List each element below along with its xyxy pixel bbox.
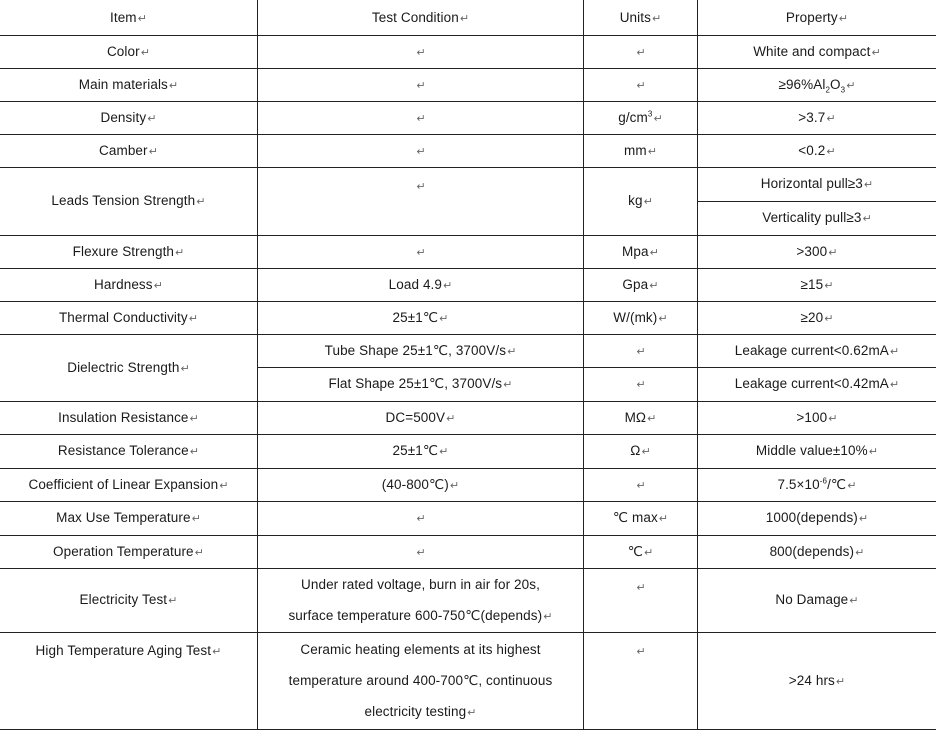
row-hardness-property: ≥15↵	[800, 276, 834, 292]
row-camber-units: mm↵	[623, 142, 658, 158]
row-flexure-property: >300↵	[796, 243, 838, 259]
grid-line	[0, 729, 936, 730]
row-dielectric-units-flat: ↵	[636, 379, 646, 391]
row-op-temp-condition: ↵	[416, 546, 426, 559]
row-leads-property-horizontal: Horizontal pull≥3↵	[760, 176, 874, 191]
row-thermal-property: ≥20↵	[800, 309, 834, 325]
row-insulation-item: Insulation Resistance↵	[58, 409, 199, 425]
row-aging-condition: Ceramic heating elements at its highest temperature around 400-700℃, continuous electricity testing↵	[288, 641, 553, 719]
header-condition: Test Condition↵	[371, 10, 470, 25]
row-dielectric-condition-flat: Flat Shape 25±1℃, 3700V/s↵	[328, 376, 513, 391]
row-density-units: $g/cm^3↵$	[618, 109, 663, 125]
row-linear-expansion-condition: (40-800℃)↵	[381, 476, 460, 492]
header-units: Units↵	[619, 10, 662, 25]
row-aging-item: High Temperature Aging Test↵	[35, 643, 222, 658]
row-thermal-item: Thermal Conductivity↵	[58, 309, 199, 325]
row-leads-condition: ↵	[416, 181, 426, 193]
row-leads-units: kg↵	[628, 193, 653, 208]
row-linear-expansion-units: ↵	[636, 479, 646, 492]
row-dielectric-units-tube: ↵	[636, 345, 646, 358]
row-leads-item: Leads Tension Strength↵	[51, 193, 206, 208]
row-max-temp-condition: ↵	[416, 513, 426, 525]
row-max-temp-item: Max Use Temperature↵	[56, 510, 201, 525]
row-resistance-tolerance-property: Middle value±10%↵	[755, 443, 879, 458]
row-linear-expansion-property: $7.5\times 10^{-6}/℃↵$	[777, 476, 857, 492]
row-dielectric-condition-tube: Tube Shape 25±1℃, 3700V/s↵	[324, 342, 517, 358]
row-resistance-tolerance-units: Ω↵	[630, 443, 651, 458]
row-dielectric-property-flat: Leakage current<0.42mA↵	[734, 376, 900, 391]
row-density-item: Density↵	[100, 109, 157, 125]
row-main-materials-item: Main materials↵	[78, 76, 179, 92]
row-density-property: >3.7↵	[798, 109, 836, 125]
row-insulation-property: >100↵	[796, 409, 838, 425]
row-electricity-units: ↵	[636, 582, 646, 594]
row-thermal-condition: 25±1℃↵	[392, 309, 449, 325]
row-camber-property: <0.2↵	[798, 142, 836, 158]
header-property: Property↵	[785, 10, 849, 25]
row-flexure-item: Flexure Strength↵	[72, 243, 185, 259]
row-electricity-condition: Under rated voltage, burn in air for 20s, surface temperature 600-750℃(depends)↵	[288, 576, 553, 623]
row-op-temp-property: 800(depends)↵	[769, 543, 865, 559]
row-electricity-item: Electricity Test↵	[79, 592, 178, 607]
row-insulation-units: MΩ↵	[624, 409, 657, 425]
row-camber-condition: ↵	[416, 145, 426, 158]
row-aging-units: ↵	[636, 646, 646, 658]
row-color-condition: ↵	[416, 46, 426, 59]
row-color-property: White and compact↵	[753, 43, 881, 59]
row-max-temp-property: 1000(depends)↵	[765, 510, 869, 525]
row-camber-item: Camber↵	[99, 142, 158, 158]
row-resistance-tolerance-condition: 25±1℃↵	[392, 443, 449, 458]
row-color-item: Color↵	[106, 43, 151, 59]
row-insulation-condition: DC=500V↵	[385, 409, 456, 425]
row-flexure-units: Mpa↵	[622, 243, 659, 259]
row-hardness-condition: Load 4.9↵	[388, 276, 453, 292]
row-resistance-tolerance-item: Resistance Tolerance↵	[57, 443, 200, 458]
row-thermal-units: W/(mk)↵	[613, 309, 668, 325]
row-max-temp-units: ℃ max↵	[612, 510, 669, 525]
row-aging-property: >24 hrs↵	[788, 672, 846, 688]
row-color-units: ↵	[636, 46, 646, 59]
row-dielectric-property-tube: Leakage current<0.62mA↵	[734, 342, 900, 358]
header-item: Item↵	[110, 10, 147, 25]
row-leads-property-vertical: Verticality pull≥3↵	[762, 210, 872, 225]
row-main-materials-condition: ↵	[416, 79, 426, 92]
row-hardness-item: Hardness↵	[94, 276, 163, 292]
row-hardness-units: Gpa↵	[622, 276, 659, 292]
row-dielectric-item: Dielectric Strength↵	[67, 359, 190, 375]
row-flexure-condition: ↵	[416, 246, 426, 259]
row-main-materials-units: ↵	[636, 79, 646, 92]
row-linear-expansion-item: Coefficient of Linear Expansion↵	[28, 476, 229, 492]
row-density-condition: ↵	[416, 112, 426, 125]
row-main-materials-property: $\ge 96\%Al_2O_3↵$	[778, 76, 856, 95]
row-electricity-property: No Damage↵	[775, 592, 859, 607]
row-op-temp-item: Operation Temperature↵	[52, 543, 204, 559]
row-op-temp-units: ℃↵	[627, 543, 654, 559]
